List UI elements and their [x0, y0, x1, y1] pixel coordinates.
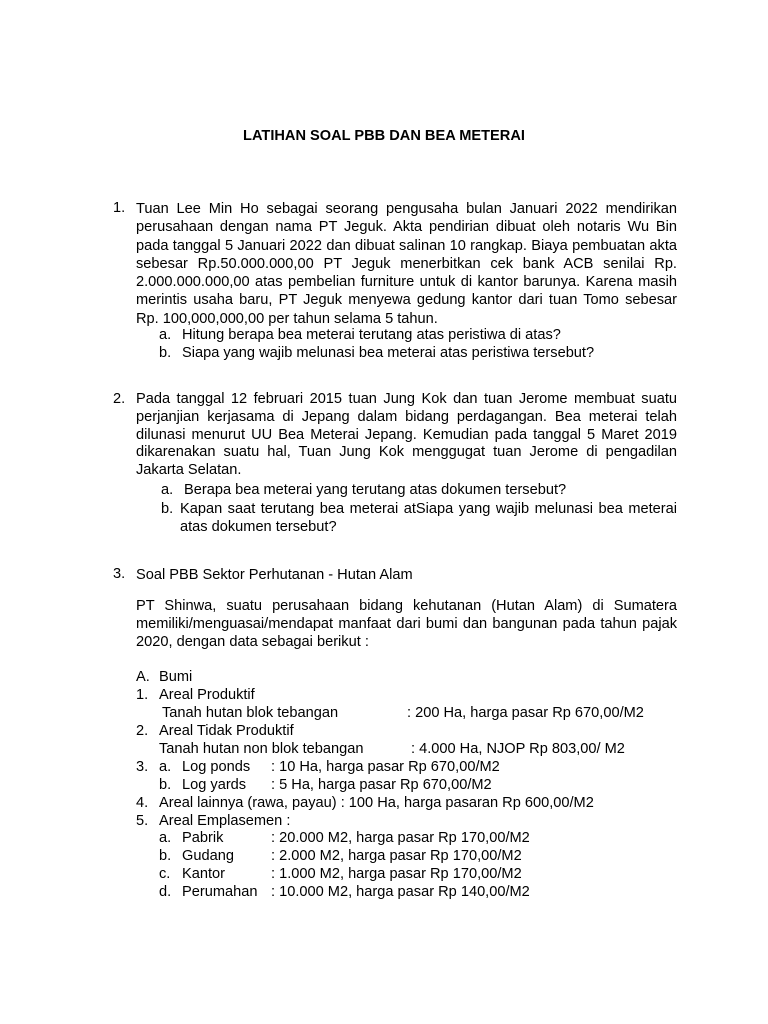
emplasemen-item: Pabrik	[182, 830, 224, 846]
question-3-heading: Soal PBB Sektor Perhutanan - Hutan Alam	[136, 567, 413, 583]
emplasemen-label: c.	[159, 866, 171, 882]
areal-1-item: Tanah hutan blok tebangan	[162, 705, 339, 721]
section-a-title: Bumi	[159, 669, 193, 685]
emplasemen-value: : 2.000 M2, harga pasar Rp 170,00/M2	[271, 848, 522, 864]
areal-1-value: : 200 Ha, harga pasar Rp 670,00/M2	[407, 705, 644, 721]
areal-1-title: Areal Produktif	[159, 687, 255, 703]
areal-3a-label: a.	[159, 759, 172, 775]
emplasemen-item: Kantor	[182, 866, 225, 882]
question-1-text: Tuan Lee Min Ho sebagai seorang pengusaha bulan Januari 2022 mendirikan perusahaan dengan nama PT Jeguk. Akta pendirian dibuat oleh notaris Wu Bin pada tanggal 5 Januari 2022 dan dibuat salinan 10 rangkap. Biaya pembuatan akta sebesar Rp.50.000.000,00 PT Jeguk menerbitkan cek bank ACB senilai Rp. 2.000.000.000,00 atas pembelian furniture untuk di kantor barunya. Karena masih merintis usaha baru, PT Jeguk menyewa gedung kantor dari tuan Tomo sebesar Rp. 100,000,000,00 per tahun selama 5 tahun.	[136, 201, 677, 327]
item-label: b.	[159, 345, 172, 361]
areal-5-title: Areal Emplasemen :	[159, 813, 291, 829]
emplasemen-label: a.	[159, 830, 172, 846]
item-label: a.	[161, 482, 174, 498]
areal-3b-label: b.	[159, 777, 172, 793]
item-text: Hitung berapa bea meterai terutang atas peristiwa di atas?	[182, 327, 561, 343]
emplasemen-item: Gudang	[182, 848, 234, 864]
areal-4-number: 4.	[136, 795, 149, 811]
areal-2-item: Tanah hutan non blok tebangan	[159, 741, 364, 757]
emplasemen-value: : 10.000 M2, harga pasar Rp 140,00/M2	[271, 884, 530, 900]
emplasemen-item: Perumahan	[182, 884, 258, 900]
emplasemen-label: d.	[159, 884, 172, 900]
areal-3b-value: : 5 Ha, harga pasar Rp 670,00/M2	[271, 777, 492, 793]
question-1-number: 1.	[113, 200, 126, 216]
areal-3-number: 3.	[136, 759, 149, 775]
areal-3b-item: Log yards	[182, 777, 247, 793]
emplasemen-value: : 20.000 M2, harga pasar Rp 170,00/M2	[271, 830, 530, 846]
item-text: Kapan saat terutang bea meterai atSiapa yang wajib melunasi bea meterai atas dokumen tersebut?	[180, 501, 677, 535]
item-label: b.	[161, 501, 174, 517]
question-3-number: 3.	[113, 566, 126, 582]
item-label: a.	[159, 327, 172, 343]
areal-1-number: 1.	[136, 687, 149, 703]
areal-4-text: Areal lainnya (rawa, payau) : 100 Ha, harga pasaran Rp 600,00/M2	[159, 795, 594, 811]
item-text: Siapa yang wajib melunasi bea meterai atas peristiwa tersebut?	[182, 345, 595, 361]
question-3-intro: PT Shinwa, suatu perusahaan bidang kehutanan (Hutan Alam) di Sumatera memiliki/menguasai/mendapat manfaat dari bumi dan bangunan pada tahun pajak 2020, dengan data sebagai berikut :	[136, 598, 677, 650]
areal-3a-value: : 10 Ha, harga pasar Rp 670,00/M2	[271, 759, 500, 775]
section-a-label: A.	[136, 669, 150, 685]
areal-2-value: : 4.000 Ha, NJOP Rp 803,00/ M2	[411, 741, 625, 757]
item-text: Berapa bea meterai yang terutang atas dokumen tersebut?	[184, 482, 567, 498]
areal-5-number: 5.	[136, 813, 149, 829]
emplasemen-value: : 1.000 M2, harga pasar Rp 170,00/M2	[271, 866, 522, 882]
areal-2-title: Areal Tidak Produktif	[159, 723, 294, 739]
question-2-text: Pada tanggal 12 februari 2015 tuan Jung Kok dan tuan Jerome membuat suatu perjanjian kerjasama di Jepang dalam bidang perdagangan. Bea meterai telah dilunasi menurut UU Bea Meterai Jepang. Kemudian pada tanggal 5 Maret 2019 dikarenakan suatu hal, Tuan Jung Kok menggugat tuan Jerome di pengadilan Jakarta Selatan.	[136, 391, 677, 479]
areal-2-number: 2.	[136, 723, 149, 739]
page-title: LATIHAN SOAL PBB DAN BEA METERAI	[243, 128, 525, 144]
areal-3a-item: Log ponds	[182, 759, 251, 775]
question-2-number: 2.	[113, 391, 126, 407]
emplasemen-label: b.	[159, 848, 172, 864]
